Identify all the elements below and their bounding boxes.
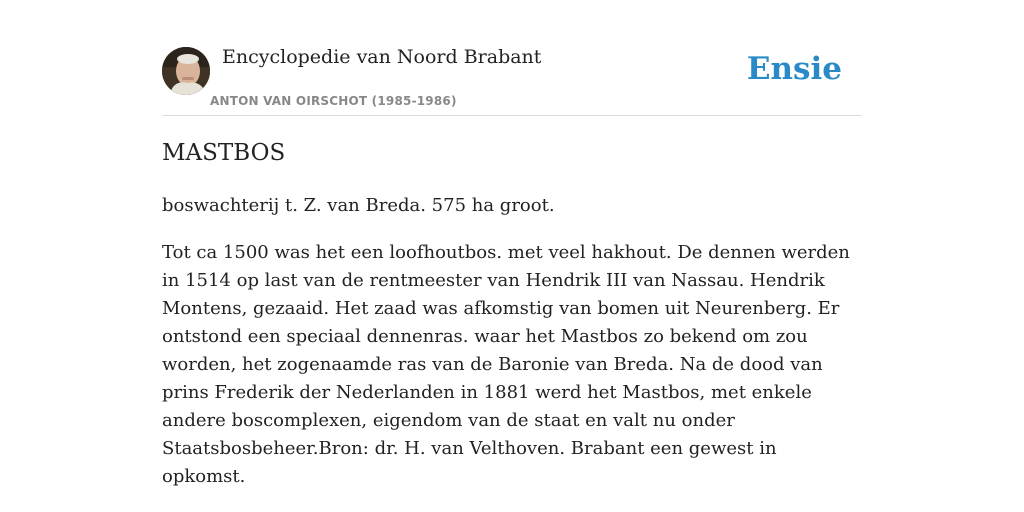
page-container [162, 0, 862, 512]
encyclopedia-title[interactable]: Encyclopedie van Noord Brabant [222, 46, 542, 68]
header [162, 0, 862, 116]
author-name[interactable]: ANTON VAN OIRSCHOT (1985-1986) [210, 94, 457, 108]
ensie-logo[interactable]: Ensie [746, 51, 842, 87]
author-avatar[interactable] [162, 47, 210, 95]
author-portrait-icon [162, 47, 210, 95]
entry-paragraph: Tot ca 1500 was het een loofhoutbos. met veel hakhout. De dennen werden in 1514 op last van de rentmeester van Hendrik III van Nassau. Hendrik Montens, gezaaid. Het zaad was afkomstig van bomen uit Neurenberg. Er ontstond een speciaal dennenras. waar het Mastbos zo bekend om zou worden, het zogenaamde ras van de Baronie van Breda. Na de dood van prins Frederik der Nederlanden in 1881 werd het Mastbos, met enkele andere boscomplexen, eigendom van de staat en valt nu onder Staatsbosbeheer.Bron: dr. H. van Velthoven. Brabant een gewest in opkomst. [162, 242, 850, 487]
entry-title: MASTBOS [162, 140, 286, 166]
entry-paragraph: boswachterij t. Z. van Breda. 575 ha groot. [162, 195, 555, 216]
